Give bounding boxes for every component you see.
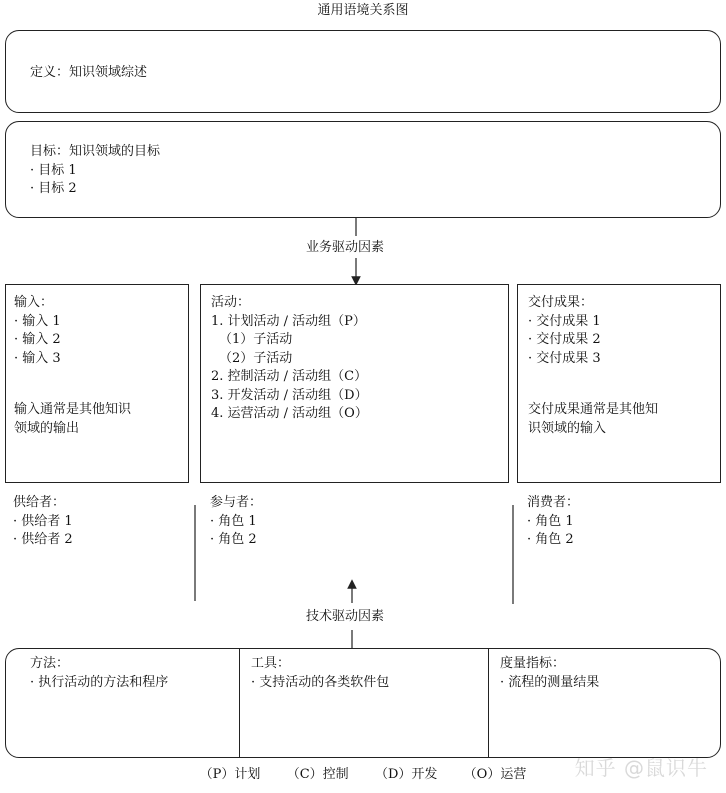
consumer-item: · 角色 2: [527, 531, 579, 550]
deliverable-item: · 交付成果 1: [528, 313, 601, 332]
legend-item: （O）运营: [463, 767, 527, 782]
consumers-section: [527, 494, 579, 550]
deliverables-box: [517, 284, 721, 483]
inputs-heading: 输入：: [14, 295, 54, 310]
activity-line: 1. 计划活动 / 活动组（P）: [211, 313, 366, 329]
legend-item: （P）计划: [199, 767, 261, 782]
techniques-divider-1: [239, 649, 240, 758]
tools-heading: 工具：: [251, 656, 291, 671]
activity-line: 4. 运营活动 / 活动组（O）: [211, 406, 368, 421]
activity-line: 2. 控制活动 / 活动组（C）: [211, 369, 368, 384]
supplier-item: · 供给者 1: [13, 513, 73, 532]
metric-item: · 流程的测量结果: [500, 674, 599, 693]
deliverable-item: · 交付成果 2: [528, 331, 601, 350]
input-item: · 输入 1: [14, 313, 61, 332]
legend-item: （D）开发: [374, 767, 438, 782]
input-item: · 输入 2: [14, 331, 61, 350]
participants-heading: 参与者：: [210, 495, 263, 510]
legend-item: （C）控制: [286, 767, 349, 782]
goals-heading: 目标：知识领域的目标: [30, 144, 161, 159]
deliverables-heading: 交付成果：: [528, 295, 594, 310]
diagram-title: 通用语境关系图: [317, 3, 409, 18]
business-drivers-label: 业务驱动因素: [306, 240, 385, 255]
consumers-heading: 消费者：: [527, 495, 580, 510]
participants-section: [210, 494, 262, 550]
inputs-box: [5, 284, 189, 483]
activities-box: [200, 284, 509, 483]
inputs-note: 输入通常是其他知识: [14, 402, 132, 417]
technical-drivers-label: 技术驱动因素: [306, 609, 385, 624]
metrics-heading: 度量指标：: [500, 656, 566, 671]
supplier-item: · 供给者 2: [13, 531, 73, 550]
techniques-box: [5, 648, 721, 758]
goal-item: · 目标 1: [30, 162, 160, 181]
activity-line: 3. 开发活动 / 活动组（D）: [211, 387, 368, 403]
participant-item: · 角色 2: [210, 531, 262, 550]
method-item: · 执行活动的方法和程序: [30, 674, 168, 693]
activities-heading: 活动：: [211, 295, 251, 310]
inputs-note: 领域的输出: [14, 420, 80, 436]
deliverables-note: 识领域的输入: [528, 420, 607, 436]
participant-item: · 角色 1: [210, 513, 262, 532]
tools-section: [251, 655, 389, 692]
consumer-item: · 角色 1: [527, 513, 579, 532]
activity-line: （2）子活动: [219, 350, 293, 366]
tool-item: · 支持活动的各类软件包: [251, 674, 389, 693]
suppliers-section: [13, 494, 73, 550]
deliverables-note: 交付成果通常是其他知: [528, 402, 659, 417]
activity-line: （1）子活动: [219, 332, 293, 347]
goal-item: · 目标 2: [30, 180, 160, 199]
watermark: 知乎 @鼠识牛: [574, 756, 708, 780]
methods-section: [30, 655, 168, 692]
input-item: · 输入 3: [14, 350, 61, 369]
metrics-section: [500, 655, 599, 692]
deliverable-item: · 交付成果 3: [528, 350, 601, 369]
methods-heading: 方法：: [30, 656, 70, 671]
definition-text: 定义：知识领域综述: [30, 65, 148, 80]
suppliers-heading: 供给者：: [13, 495, 66, 510]
techniques-divider-2: [488, 649, 489, 758]
